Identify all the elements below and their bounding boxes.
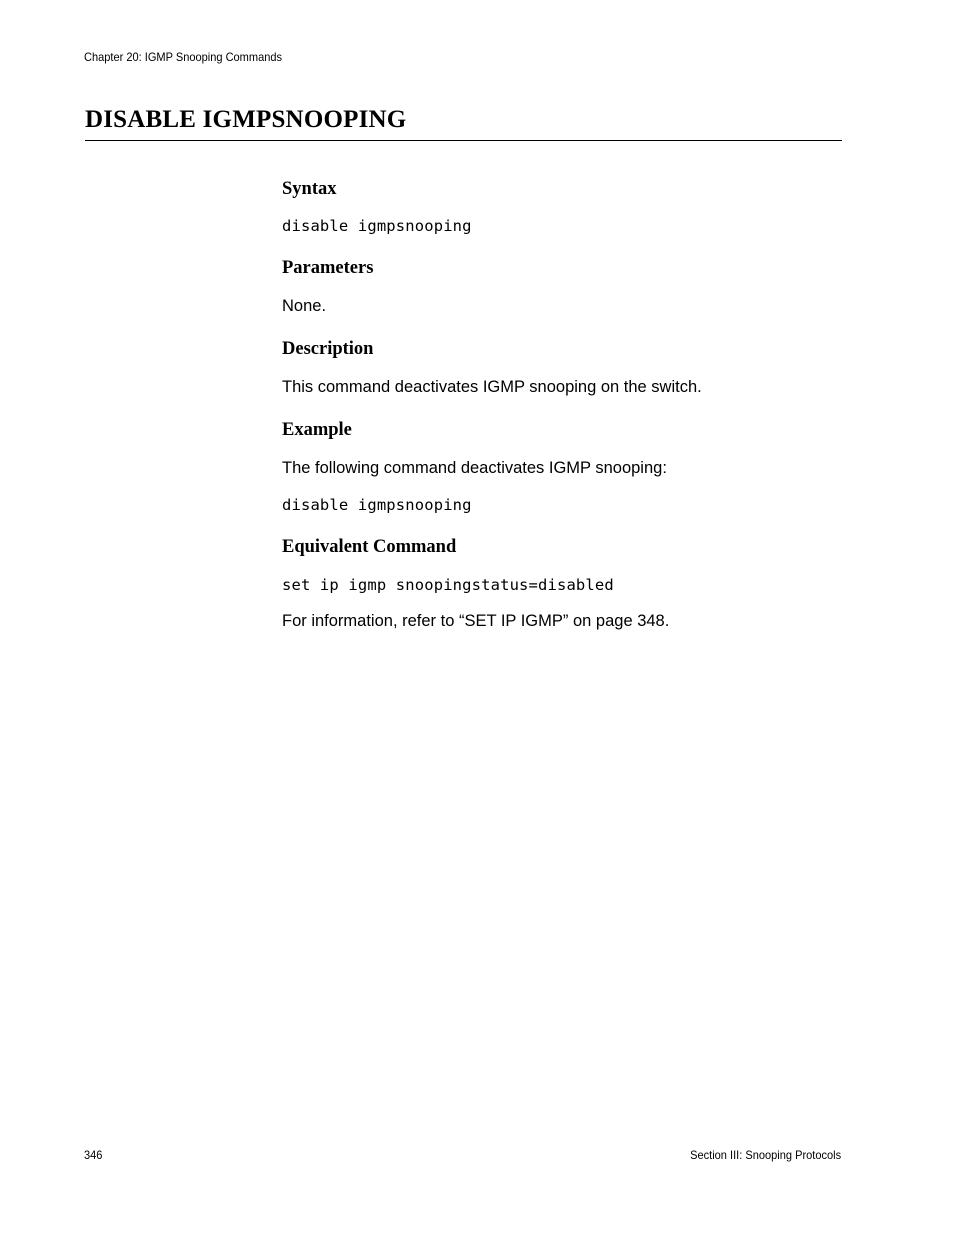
equivalent-command-code: set ip igmp snoopingstatus=disabled [282, 576, 614, 594]
equivalent-command-heading: Equivalent Command [282, 537, 457, 557]
syntax-code: disable igmpsnooping [282, 217, 472, 235]
page-number: 346 [84, 1148, 103, 1162]
parameters-text: None. [282, 297, 327, 315]
description-heading: Description [282, 339, 374, 359]
example-text: The following command deactivates IGMP snooping: [282, 459, 667, 477]
example-heading: Example [282, 420, 352, 440]
description-text: This command deactivates IGMP snooping on the switch. [282, 378, 702, 396]
syntax-heading: Syntax [282, 179, 337, 199]
equivalent-reference-text: For information, refer to “SET IP IGMP” on page 348. [282, 612, 670, 630]
page-title: DISABLE IGMPSNOOPING [85, 106, 407, 133]
running-header: Chapter 20: IGMP Snooping Commands [84, 50, 283, 64]
footer-section: Section III: Snooping Protocols [690, 1148, 841, 1162]
title-rule [85, 140, 842, 141]
parameters-heading: Parameters [282, 258, 374, 278]
example-code: disable igmpsnooping [282, 496, 472, 514]
